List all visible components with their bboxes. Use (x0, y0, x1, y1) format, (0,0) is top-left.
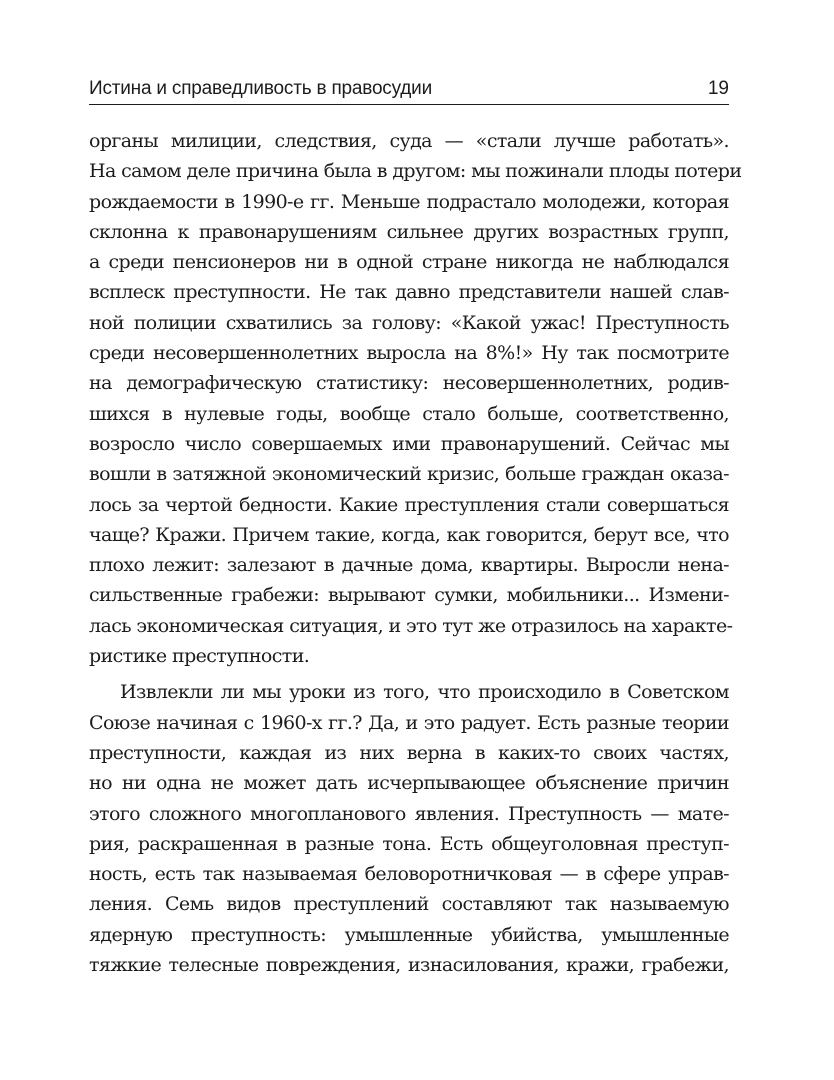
text-line: плохо лежит: залезают в дачные дома, квартиры. Выросли нена- (89, 554, 729, 577)
text-line: вошли в затяжной экономический кризис, больше граждан оказа- (89, 463, 729, 486)
text-line: шихся в нулевые годы, вообще стало больше, соответственно, (89, 402, 729, 425)
text-line: возросло число совершаемых ими правонарушений. Сейчас мы (89, 432, 729, 455)
text-line: ления. Семь видов преступлений составляют так называемую (89, 893, 729, 916)
text-line: всплеск преступности. Не так давно представители нашей слав- (89, 281, 729, 304)
text-line: а среди пенсионеров ни в одной стране никогда не наблюдался (89, 251, 729, 274)
text-line: чаще? Кражи. Причем такие, когда, как говорится, берут все, что (89, 523, 729, 546)
page-header (89, 78, 729, 105)
text-line: ной полиции схватились за голову: «Какой ужас! Преступность (89, 311, 729, 334)
text-line: лась экономическая ситуация, и это тут же отразилось на характе- (89, 614, 733, 637)
text-line: органы милиции, следствия, суда — «стали лучше работать». (89, 130, 729, 152)
text-line: Извлекли ли мы уроки из того, что происходило в Советском (120, 681, 729, 704)
text-line: ядерную преступность: умышленные убийства, умышленные (89, 923, 729, 946)
text-line: ность, есть так называемая беловоротничковая — в сфере управ- (89, 863, 729, 886)
paragraph (89, 126, 742, 671)
text-line: на демографическую статистику: несовершеннолетних, родив- (89, 372, 729, 395)
text-line: лось за чертой бедности. Какие преступления стали совершаться (89, 493, 729, 516)
text-line: Союзе начиная с 1960-х гг.? Да, и это радует. Есть разные теории (89, 711, 729, 734)
text-line: но ни одна не может дать исчерпывающее объяснение причин (89, 772, 729, 795)
text-line: тяжкие телесные повреждения, изнасилования, кражи, грабежи, (89, 954, 729, 977)
text-line: среди несовершеннолетних выросла на 8%!» Ну так посмотрите (89, 342, 729, 365)
text-line: склонна к правонарушениям сильнее других возрастных групп, (89, 220, 729, 243)
running-title: Истина и справедливость в правосудии (89, 78, 432, 99)
body-text (89, 126, 742, 980)
text-line: На самом деле причина была в другом: мы пожинали плоды потери (89, 160, 742, 183)
text-line: сильственные грабежи: вырывают сумки, мобильники... Измени- (89, 584, 729, 607)
paragraph (89, 677, 729, 980)
text-line: этого сложного многопланового явления. Преступность — мате- (89, 802, 729, 825)
page-number: 19 (707, 78, 729, 99)
text-line: преступности, каждая из них верна в каких-то своих частях, (89, 741, 729, 764)
text-line: ристике преступности. (89, 645, 310, 668)
text-line: рия, раскрашенная в разные тона. Есть общеуголовная преступ- (89, 832, 729, 855)
text-line: рождаемости в 1990-е гг. Меньше подрастало молодежи, которая (89, 190, 729, 213)
